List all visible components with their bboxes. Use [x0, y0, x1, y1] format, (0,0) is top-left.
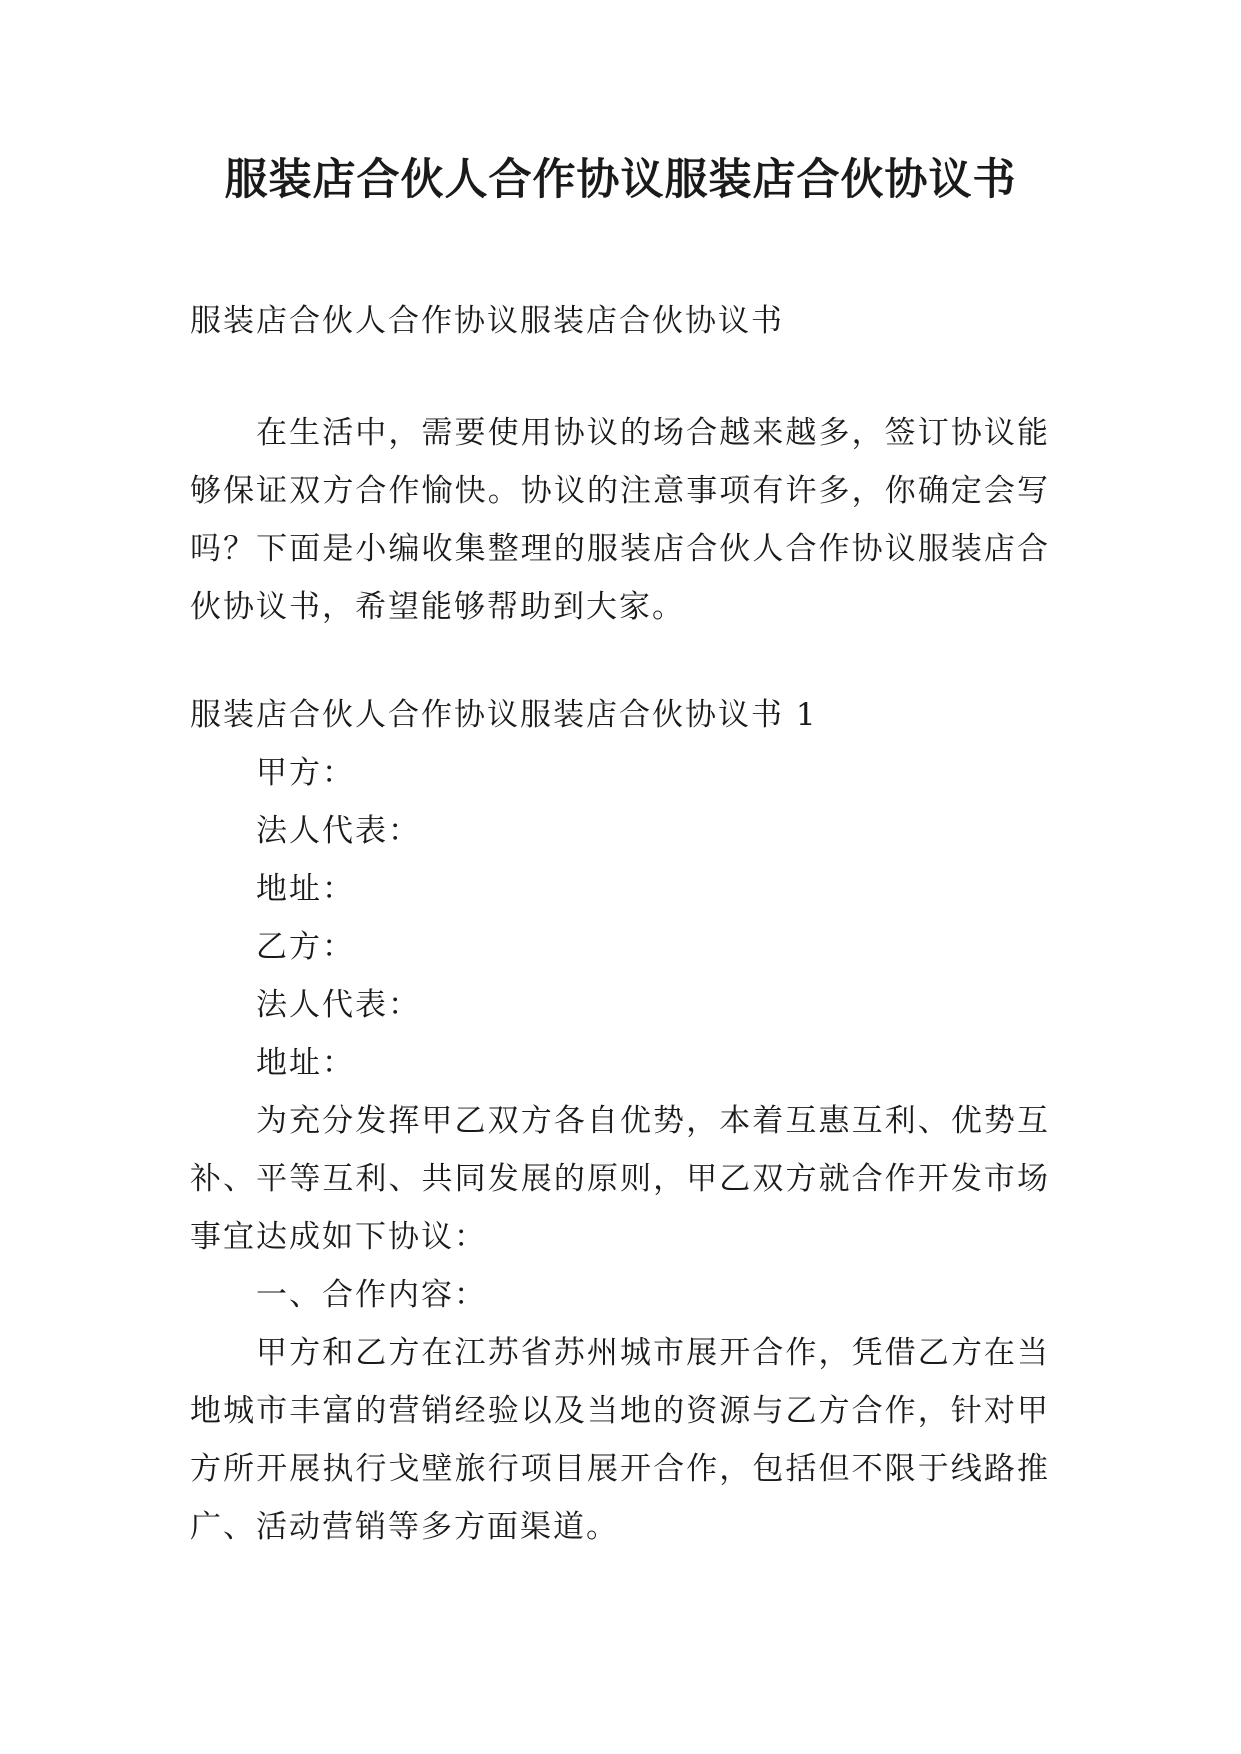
intro-paragraph: 在生活中，需要使用协议的场合越来越多，签订协议能够保证双方合作愉快。协议的注意事项有许多，你确定会写吗？下面是小编收集整理的服装店合伙人合作协议服装店合伙协议书，希望能够帮助到大家。 [190, 415, 1050, 625]
document-body [190, 292, 1050, 1556]
clause-1-heading: 一、合作内容： [256, 1277, 487, 1313]
document-title: 服装店合伙人合作协议服装店合伙协议书 [224, 155, 1017, 205]
party-b-representative-label: 法人代表： [256, 987, 421, 1023]
party-a-address-label: 地址： [256, 871, 355, 907]
party-a-representative-label: 法人代表： [256, 813, 421, 849]
party-a-label: 甲方： [256, 755, 355, 791]
party-b-label: 乙方： [256, 929, 355, 965]
clause-1-body: 甲方和乙方在江苏省苏州城市展开合作，凭借乙方在当地城市丰富的营销经验以及当地的资源与乙方合作，针对甲方所开展执行戈壁旅行项目展开合作，包括但不限于线路推广、活动营销等多方面渠道。 [190, 1335, 1050, 1545]
preamble-paragraph: 为充分发挥甲乙双方各自优势，本着互惠互利、优势互补、平等互利、共同发展的原则，甲乙双方就合作开发市场事宜达成如下协议： [190, 1103, 1050, 1255]
party-b-address-label: 地址： [256, 1045, 355, 1081]
section-heading: 服装店合伙人合作协议服装店合伙协议书 1 [190, 697, 818, 733]
document-subtitle: 服装店合伙人合作协议服装店合伙协议书 [190, 303, 784, 339]
